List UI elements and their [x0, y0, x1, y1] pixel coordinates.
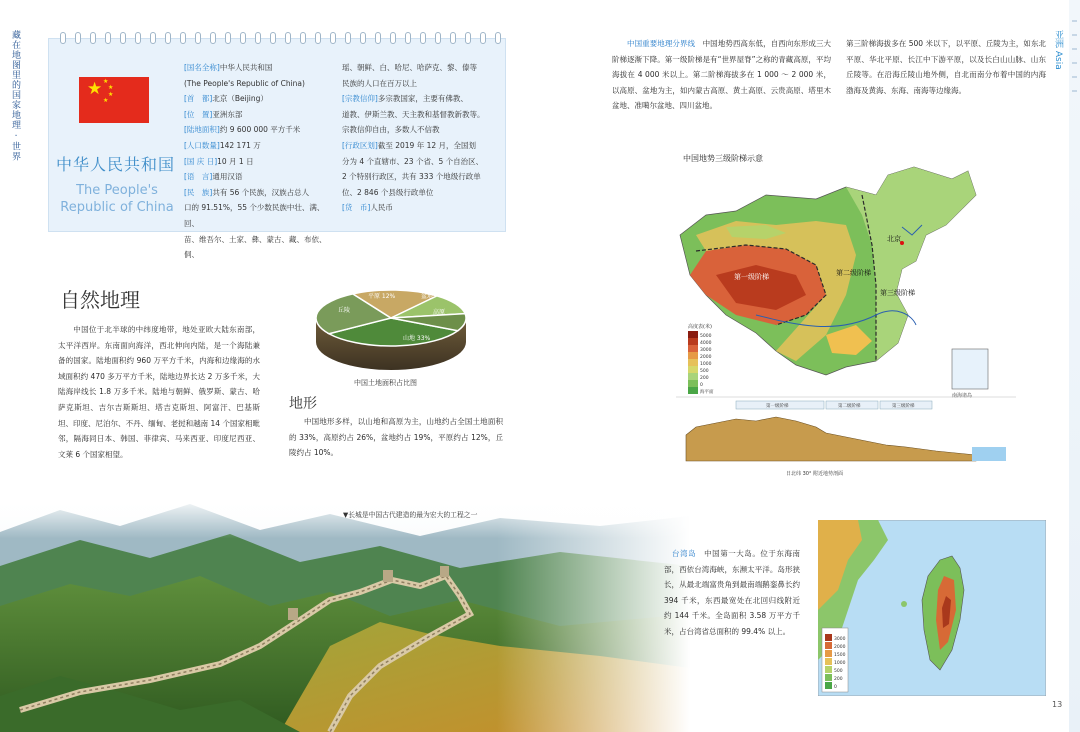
- legend-value: 200: [834, 677, 843, 682]
- second-step-label: 第二级阶梯: [836, 269, 871, 277]
- info-column-2: [342, 60, 494, 216]
- info-line: [首 都]北京（Beijing）: [184, 94, 268, 104]
- ring-binding: [315, 32, 321, 44]
- ring-binding: [375, 32, 381, 44]
- legend-swatch: [688, 373, 698, 380]
- legend-swatch: [688, 331, 698, 338]
- ring-binding: [390, 32, 396, 44]
- info-column-1: [184, 60, 330, 263]
- info-line: [语 言]通用汉语: [184, 172, 243, 182]
- pie-label-basin: 盆地: [421, 293, 434, 300]
- legend-swatch: [688, 345, 698, 352]
- profile-sea: [972, 447, 1006, 461]
- beijing-label: 北京: [887, 235, 901, 243]
- profile-caption: 日北纬 30° 附近地势剖面: [786, 471, 844, 477]
- ring-binding: [495, 32, 501, 44]
- info-line: 位、2 846 个县级行政单位: [342, 187, 434, 197]
- profile-label-third: 第三级阶梯: [892, 404, 915, 409]
- terrain-paragraph: 中国地形多样，以山地和高原为主，山地约占全国土地面积的 33%，高原约占 26%，盆地约占 19%，平原约占 12%，丘陵约占 10%。: [289, 417, 503, 458]
- info-line: 苗、维吾尔、土家、彝、蒙古、藏、布依、侗、: [184, 234, 327, 260]
- legend-value: 3000: [834, 637, 846, 642]
- terrain-profile: [686, 417, 976, 461]
- pie-label-hill: 丘陵: [338, 307, 351, 314]
- taiwan-map: [818, 520, 1046, 696]
- legend-value: 500: [700, 369, 709, 374]
- great-wall-caption: ▼长城是中国古代建造的最为宏大的工程之一: [343, 511, 478, 519]
- ring-binding: [465, 32, 471, 44]
- china-flag: ★ ★ ★ ★ ★: [79, 77, 149, 123]
- info-line: [位 置]亚洲东部: [184, 109, 243, 119]
- profile-label-second: 第二级阶梯: [838, 404, 861, 409]
- legend-swatch: [825, 658, 832, 665]
- legend-value: 1500: [834, 653, 846, 658]
- country-name-en: The People's Republic of China: [60, 183, 174, 215]
- info-line: [货 币]人民币: [342, 203, 393, 213]
- page-number: 13: [1052, 700, 1063, 709]
- legend-value: 500: [834, 669, 843, 674]
- boundaries-keyword: 中国重要地理分界线: [627, 39, 696, 48]
- ring-binding: [120, 32, 126, 44]
- ring-binding: [135, 32, 141, 44]
- info-line: [宗教信仰]多宗教国家，主要有佛教、: [342, 94, 468, 104]
- section-heading-terrain: 地形: [289, 396, 317, 412]
- ring-binding: [240, 32, 246, 44]
- ring-binding: [345, 32, 351, 44]
- south-china-sea-label: 南海诸岛: [952, 393, 973, 399]
- info-line: [人口数量]142 171 万: [184, 140, 261, 150]
- legend-swatch: [825, 682, 832, 689]
- legend-value: 海平面: [700, 390, 714, 395]
- info-line: 道教、伊斯兰教、天主教和基督教新教等。: [342, 109, 485, 119]
- legend-swatch: [825, 642, 832, 649]
- ring-binding: [270, 32, 276, 44]
- legend-value: 3000: [700, 348, 712, 353]
- legend-value: 2000: [700, 355, 712, 360]
- section-heading-natural-geography: 自然地理: [60, 288, 140, 312]
- great-wall-photo: [0, 496, 690, 732]
- ring-binding: [150, 32, 156, 44]
- legend-value: 0: [834, 685, 837, 690]
- legend-swatch: [688, 338, 698, 345]
- info-line: (The People's Republic of China): [184, 78, 305, 88]
- legend-swatch: [825, 674, 832, 681]
- info-line: 分为 4 个直辖市、23 个省、5 个自治区、: [342, 156, 484, 166]
- ring-binding: [105, 32, 111, 44]
- china-terrain-map: [676, 165, 1016, 477]
- legend-swatch: [688, 359, 698, 366]
- legend-value: 1000: [700, 362, 712, 367]
- ring-binding: [435, 32, 441, 44]
- legend-value: 5000: [700, 334, 712, 339]
- info-line: 民族的人口在百万以上: [342, 78, 417, 88]
- pie-label-plateau: 高原: [433, 309, 446, 316]
- ring-binding: [195, 32, 201, 44]
- legend-swatch: [688, 387, 698, 394]
- taiwan-paragraph: 台湾岛 中国第一大岛。位于东海南部，西依台湾海峡，东濒太平洋。岛形狭长，从最北端富贵角到最南端鹅銮鼻长约 394 千米，东西最宽处在北回归线附近约 144 千米。全岛面积 3.58 万平方千米，占台湾省总面积的 99.4% 以上。: [664, 549, 800, 636]
- first-step-label: 第一级阶梯: [734, 273, 769, 281]
- legend-value: 0: [700, 383, 703, 388]
- land-area-pie-chart: [308, 270, 474, 378]
- ring-binding: [75, 32, 81, 44]
- info-line: 宗教信仰自由，多数人不信教: [342, 125, 440, 135]
- ring-binding: [180, 32, 186, 44]
- info-line: 2 个特别行政区，共有 333 个地级行政单: [342, 172, 481, 182]
- legend-swatch: [825, 666, 832, 673]
- boundaries-paragraph-continued: 第三阶梯海拔多在 500 米以下，以平原、丘陵为主，如东北平原、华北平原、长江中下游平原，以及长白山山脉、山东丘陵等。在沿海丘陵山地外侧，自北而南分布着中国的内海渤海及黄海、东海、南海等边缘海。: [846, 39, 1046, 95]
- country-name-cn: 中华人民共和国: [56, 155, 176, 174]
- ring-binding: [255, 32, 261, 44]
- info-line: [国名全称]中华人民共和国: [184, 63, 273, 72]
- ring-binding: [405, 32, 411, 44]
- south-china-sea-inset: [952, 349, 988, 389]
- pie-label-plain: 平原 12%: [368, 293, 396, 300]
- third-step-label: 第三级阶梯: [880, 289, 915, 297]
- legend-value: 4000: [700, 341, 712, 346]
- legend-value: 1000: [834, 661, 846, 666]
- legend-swatch: [688, 352, 698, 359]
- info-line: 口的 91.51%，55 个少数民族中壮、满、回、: [184, 203, 325, 228]
- legend-swatch: [825, 634, 832, 641]
- page-edge-band: [1069, 0, 1080, 732]
- legend-swatch: [688, 380, 698, 387]
- natural-geography-paragraph: 中国位于北半球的中纬度地带，地处亚欧大陆东南部，太平洋西岸。东南面向海洋，西北伸向内陆，是一个海陆兼备的国家。陆地面积约 960 万平方千米，内海和边缘海的水域面积约 470 多万平方千米，陆地边界长达 2 万多千米，大陆海岸线长 1.8 万多千米。陆地与朝鲜、俄罗斯、蒙古、哈萨克斯坦、吉尔吉斯斯坦、塔吉克斯坦、阿富汗、巴基斯坦、印度、尼泊尔、不丹、缅甸、老挝和越南 14 个国家相毗邻，隔海同日本、韩国、菲律宾、马来西亚、印度尼西亚、文莱 6 个国家相望。: [58, 325, 260, 459]
- legend-swatch: [825, 650, 832, 657]
- legend-swatch: [688, 366, 698, 373]
- ring-binding: [480, 32, 486, 44]
- legend-value: 200: [700, 376, 709, 381]
- ring-binding: [210, 32, 216, 44]
- taiwan-keyword: 台湾岛: [671, 549, 697, 558]
- ring-binding: [90, 32, 96, 44]
- ring-binding: [450, 32, 456, 44]
- boundaries-paragraph: 中国重要地理分界线 中国地势西高东低，自西向东形成三大阶梯逐渐下降。第一级阶梯是有“世界屋脊”之称的青藏高原，平均海拔在 4 000 米以上。第二阶梯海拔多在 1 000 ～ 2 000 米，以高原、盆地为主，如内蒙古高原、黄土高原、云贵高原、塔里木盆地、准噶尔盆地、四川盆地。: [612, 39, 832, 111]
- ring-binding: [225, 32, 231, 44]
- info-line: [陆地面积]约 9 600 000 平方千米: [184, 125, 301, 135]
- book-title-spine: 藏在地图里的国家地理 · 世界: [10, 30, 20, 162]
- ring-binding: [300, 32, 306, 44]
- info-line: [民 族]共有 56 个民族，汉族占总人: [184, 187, 310, 197]
- penghu-islands: [901, 601, 907, 607]
- ring-binding: [330, 32, 336, 44]
- terrain-map-title: 中国地势三级阶梯示意: [683, 154, 763, 163]
- pie-caption: 中国土地面积占比图: [354, 379, 417, 387]
- ring-binding: [165, 32, 171, 44]
- legend-value: 2000: [834, 645, 846, 650]
- info-line: [国 庆 日]10 月 1 日: [184, 156, 254, 166]
- legend-title: 高度表(米): [688, 324, 712, 330]
- ring-binding: [420, 32, 426, 44]
- ring-binding: [360, 32, 366, 44]
- info-line: 瑶、朝鲜、白、哈尼、哈萨克、黎、傣等: [342, 63, 477, 72]
- info-line: [行政区划]截至 2019 年 12 月，全国划: [342, 140, 477, 150]
- ring-binding: [60, 32, 66, 44]
- section-tab-asia: 亚洲 Asia: [1053, 30, 1063, 70]
- ring-binding: [285, 32, 291, 44]
- profile-label-first: 第一级阶梯: [766, 404, 789, 409]
- pie-label-mountain: 山地 33%: [403, 335, 431, 342]
